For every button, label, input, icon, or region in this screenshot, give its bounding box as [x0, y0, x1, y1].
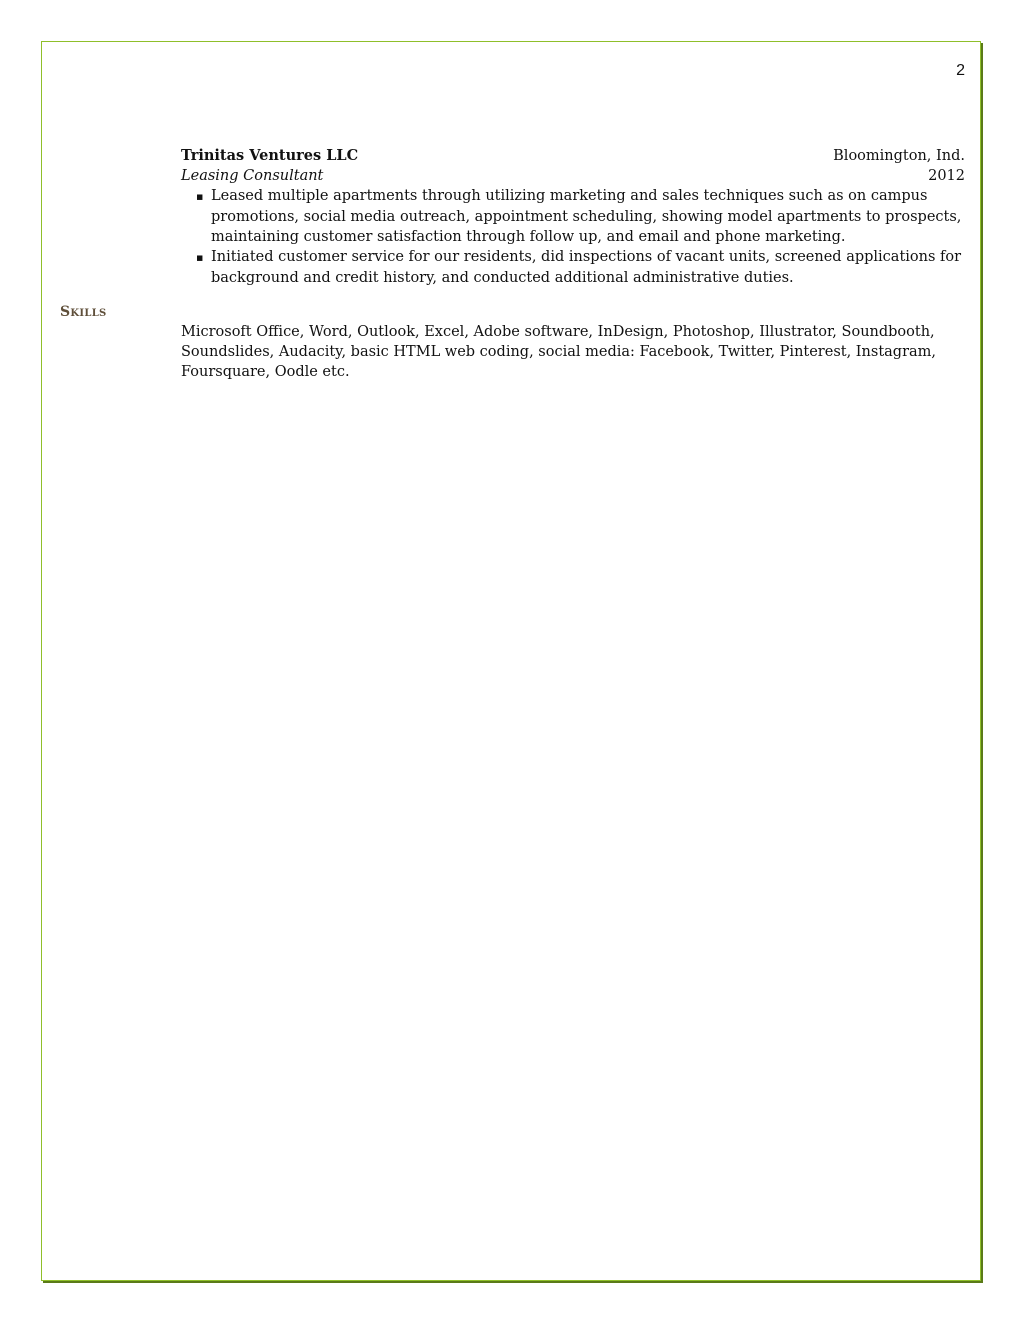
square-bullet-icon: ▪ — [196, 190, 204, 203]
list-item — [181, 247, 965, 288]
list-item — [181, 186, 965, 247]
experience-entry — [181, 146, 965, 288]
skills-text: Microsoft Office, Word, Outlook, Excel, Adobe software, InDesign, Photoshop, Illustrator, Soundbooth, Soundslides, Audacity, basic HTML web coding, social media: Facebook, Twitter, Pinterest, Instagram, Foursquare, Oodle etc. — [181, 324, 937, 380]
page-number: 2 — [956, 62, 965, 79]
square-bullet-icon: ▪ — [196, 251, 204, 264]
skills-heading: Skills — [60, 304, 107, 320]
bullet-text: Initiated customer service for our residents, did inspections of vacant units, screened applications for background and credit history, and conducted additional administrative duties. — [211, 249, 962, 286]
experience-bullet-list — [181, 186, 965, 288]
experience-header-row — [181, 146, 965, 166]
job-year: 2012 — [928, 168, 965, 184]
job-location: Bloomington, Ind. — [833, 148, 965, 164]
company-name: Trinitas Ventures LLC — [181, 147, 359, 164]
experience-role-row — [181, 166, 965, 186]
job-title: Leasing Consultant — [181, 168, 324, 184]
bullet-text: Leased multiple apartments through utilizing marketing and sales techniques such as on campus promotions, social media outreach, appointment scheduling, showing model apartments to prospects, maintaining customer satisfaction through follow up, and email and phone marketing. — [211, 188, 962, 245]
